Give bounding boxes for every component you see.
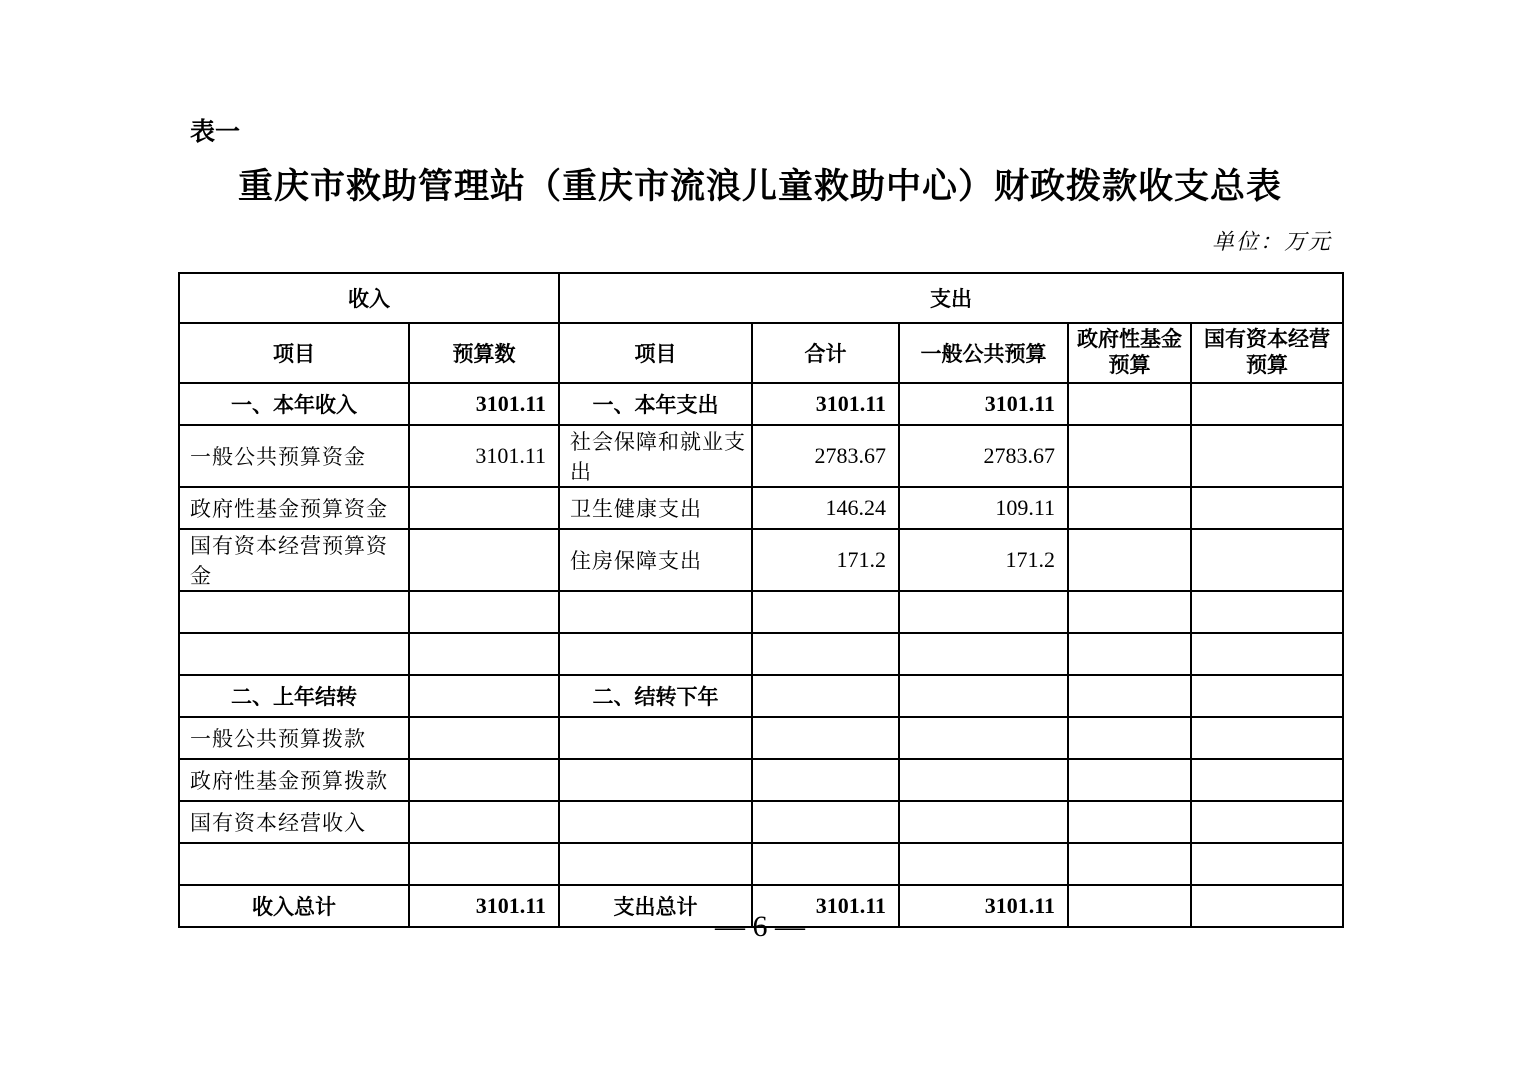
cell-income-item: 二、上年结转 <box>179 675 409 717</box>
table-row <box>179 591 1343 633</box>
col-header-exp-item: 项目 <box>559 323 752 383</box>
table-row <box>179 383 1343 425</box>
cell-exp-total: 2783.67 <box>752 425 899 487</box>
cell-exp-total <box>752 591 899 633</box>
budget-table <box>178 272 1344 928</box>
table-row <box>179 801 1343 843</box>
cell-income-item: 收入总计 <box>179 885 409 927</box>
cell-exp-total: 171.2 <box>752 529 899 591</box>
column-header-row <box>179 323 1343 383</box>
cell-exp-capital <box>1191 675 1343 717</box>
cell-income-budget <box>409 591 559 633</box>
cell-exp-general: 3101.11 <box>899 885 1068 927</box>
cell-income-item: 政府性基金预算资金 <box>179 487 409 529</box>
cell-exp-capital <box>1191 591 1343 633</box>
cell-exp-general <box>899 633 1068 675</box>
cell-income-budget <box>409 801 559 843</box>
cell-exp-item <box>559 843 752 885</box>
cell-exp-fund <box>1068 675 1191 717</box>
cell-income-budget <box>409 487 559 529</box>
cell-exp-item <box>559 759 752 801</box>
cell-income-budget <box>409 529 559 591</box>
cell-exp-total <box>752 801 899 843</box>
cell-income-item: 政府性基金预算拨款 <box>179 759 409 801</box>
cell-exp-item: 支出总计 <box>559 885 752 927</box>
table-row <box>179 675 1343 717</box>
col-header-income-budget: 预算数 <box>409 323 559 383</box>
cell-exp-fund <box>1068 425 1191 487</box>
table-row <box>179 759 1343 801</box>
cell-exp-total <box>752 843 899 885</box>
cell-exp-fund <box>1068 383 1191 425</box>
cell-exp-capital <box>1191 717 1343 759</box>
table-row <box>179 633 1343 675</box>
col-header-exp-general: 一般公共预算 <box>899 323 1068 383</box>
cell-income-budget: 3101.11 <box>409 425 559 487</box>
cell-exp-item: 二、结转下年 <box>559 675 752 717</box>
cell-exp-capital <box>1191 383 1343 425</box>
cell-exp-item <box>559 717 752 759</box>
cell-exp-item <box>559 591 752 633</box>
cell-exp-fund <box>1068 633 1191 675</box>
cell-exp-capital <box>1191 801 1343 843</box>
cell-exp-total <box>752 675 899 717</box>
cell-income-item: 一、本年收入 <box>179 383 409 425</box>
cell-income-budget <box>409 633 559 675</box>
cell-exp-general <box>899 759 1068 801</box>
table-body <box>179 383 1343 927</box>
cell-income-item: 国有资本经营预算资金 <box>179 529 409 591</box>
cell-exp-item <box>559 633 752 675</box>
cell-exp-total: 3101.11 <box>752 383 899 425</box>
cell-exp-fund <box>1068 487 1191 529</box>
table-row <box>179 843 1343 885</box>
cell-income-item <box>179 843 409 885</box>
cell-income-budget: 3101.11 <box>409 885 559 927</box>
cell-exp-general <box>899 675 1068 717</box>
page-number: — 6 — <box>715 910 805 943</box>
cell-exp-general <box>899 717 1068 759</box>
cell-exp-fund <box>1068 801 1191 843</box>
cell-income-budget <box>409 675 559 717</box>
cell-exp-general <box>899 591 1068 633</box>
cell-income-budget <box>409 843 559 885</box>
cell-exp-item: 卫生健康支出 <box>559 487 752 529</box>
col-header-exp-capital <box>1191 323 1343 383</box>
cell-exp-total <box>752 759 899 801</box>
cell-exp-general: 171.2 <box>899 529 1068 591</box>
col-header-exp-fund <box>1068 323 1191 383</box>
cell-exp-fund <box>1068 717 1191 759</box>
cell-exp-capital <box>1191 759 1343 801</box>
cell-exp-capital <box>1191 487 1343 529</box>
cell-exp-total: 3101.11 <box>752 885 899 927</box>
cell-exp-fund <box>1068 529 1191 591</box>
group-header-expenditure: 支出 <box>559 273 1343 323</box>
col-header-exp-capital-line1: 国有资本经营 <box>1204 327 1330 351</box>
cell-exp-general: 2783.67 <box>899 425 1068 487</box>
table-row <box>179 529 1343 591</box>
cell-exp-capital <box>1191 843 1343 885</box>
cell-exp-item: 社会保障和就业支出 <box>559 425 752 487</box>
col-header-exp-fund-line2: 预算 <box>1108 354 1151 377</box>
unit-note: 单位：万元 <box>1211 229 1332 254</box>
col-header-exp-fund-line1: 政府性基金 <box>1077 327 1182 351</box>
cell-exp-capital <box>1191 425 1343 487</box>
cell-income-item <box>179 633 409 675</box>
cell-exp-total <box>752 717 899 759</box>
cell-exp-general: 109.11 <box>899 487 1068 529</box>
cell-exp-fund <box>1068 591 1191 633</box>
cell-income-budget: 3101.11 <box>409 383 559 425</box>
group-header-row <box>179 273 1343 323</box>
cell-income-item: 国有资本经营收入 <box>179 801 409 843</box>
cell-exp-general <box>899 843 1068 885</box>
cell-income-budget <box>409 717 559 759</box>
cell-income-item <box>179 591 409 633</box>
cell-exp-total: 146.24 <box>752 487 899 529</box>
cell-income-item: 一般公共预算资金 <box>179 425 409 487</box>
col-header-exp-capital-line2: 预算 <box>1246 354 1288 377</box>
cell-exp-fund <box>1068 759 1191 801</box>
cell-income-item: 一般公共预算拨款 <box>179 717 409 759</box>
cell-exp-total <box>752 633 899 675</box>
cell-exp-item: 一、本年支出 <box>559 383 752 425</box>
page-title: 重庆市救助管理站（重庆市流浪儿童救助中心）财政拨款收支总表 <box>237 167 1282 206</box>
cell-exp-capital <box>1191 633 1343 675</box>
col-header-exp-total: 合计 <box>752 323 899 383</box>
group-header-income: 收入 <box>179 273 559 323</box>
cell-exp-item: 住房保障支出 <box>559 529 752 591</box>
table-label: 表一 <box>190 118 241 146</box>
cell-exp-fund <box>1068 843 1191 885</box>
table-row <box>179 487 1343 529</box>
col-header-income-item: 项目 <box>179 323 409 383</box>
cell-exp-capital <box>1191 529 1343 591</box>
cell-income-budget <box>409 759 559 801</box>
table-row <box>179 425 1343 487</box>
cell-exp-item <box>559 801 752 843</box>
cell-exp-general <box>899 801 1068 843</box>
cell-exp-general: 3101.11 <box>899 383 1068 425</box>
table-row <box>179 717 1343 759</box>
